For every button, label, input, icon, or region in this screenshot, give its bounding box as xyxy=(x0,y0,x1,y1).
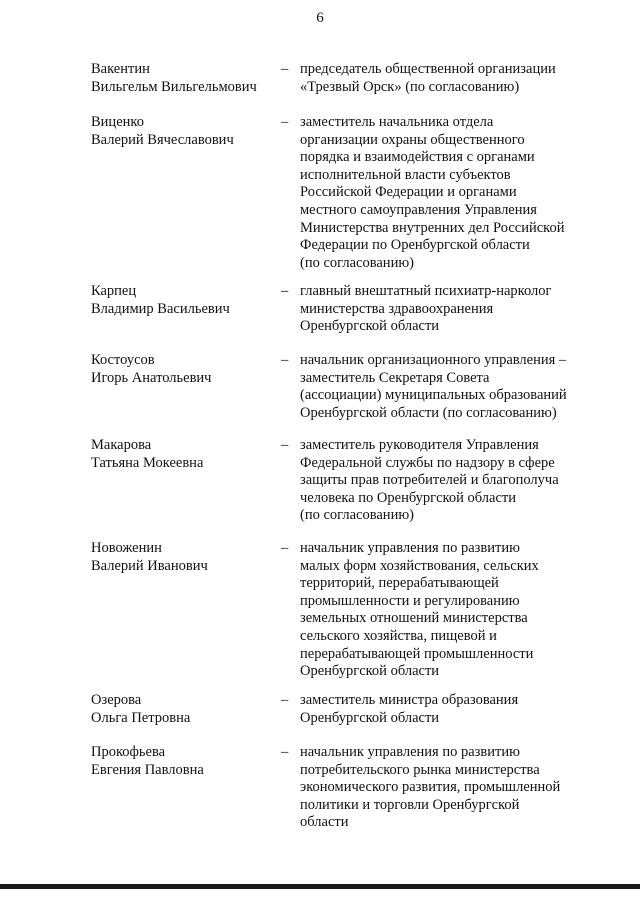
description-line: (по согласованию) xyxy=(300,254,414,271)
given-name: Валерий Вячеславович xyxy=(91,131,234,148)
description-line: заместитель министра образования xyxy=(300,692,519,708)
surname: Вакентин xyxy=(91,61,150,77)
description-line: начальник управления по развитию xyxy=(300,744,520,760)
description-line: защиты прав потребителей и благополуча xyxy=(300,472,559,489)
given-name: Владимир Васильевич xyxy=(91,300,230,317)
surname: Озерова xyxy=(91,692,142,708)
person-name xyxy=(91,744,281,779)
description-line: министерства здравоохранения xyxy=(300,300,494,317)
person-name xyxy=(91,61,281,96)
dash-separator: – xyxy=(281,692,289,708)
description-line: экономического развития, промышленной xyxy=(300,779,561,796)
bottom-rule xyxy=(0,884,640,889)
description-line: Оренбургской области xyxy=(300,709,440,726)
description-line: Оренбургской области xyxy=(300,663,440,680)
description-line: заместитель начальника отдела xyxy=(300,114,494,130)
description-line: земельных отношений министерства xyxy=(300,610,528,627)
surname: Карпец xyxy=(91,283,137,299)
surname: Прокофьева xyxy=(91,744,166,760)
given-name: Игорь Анатольевич xyxy=(91,369,212,386)
description-line: местного самоуправления Управления xyxy=(300,201,537,218)
surname: Виценко xyxy=(91,114,144,130)
position-description xyxy=(300,692,590,727)
description-line: политики и торговли Оренбургской xyxy=(300,796,520,813)
given-name: Татьяна Мокеевна xyxy=(91,454,204,471)
position-description xyxy=(300,744,590,832)
description-line: заместитель Секретаря Совета xyxy=(300,369,490,386)
description-line: территорий, перерабатывающей xyxy=(300,575,499,592)
description-line: Оренбургской области (по согласованию) xyxy=(300,404,557,421)
person-name xyxy=(91,692,281,727)
description-line: (по согласованию) xyxy=(300,507,414,524)
dash-separator: – xyxy=(281,744,289,760)
description-line: начальник организационного управления – xyxy=(300,352,567,368)
dash-separator: – xyxy=(281,437,289,453)
description-line: человека по Оренбургской области xyxy=(300,489,516,506)
description-line: Российской Федерации и органами xyxy=(300,184,517,201)
person-name xyxy=(91,352,281,387)
description-line: «Трезвый Орск» (по согласованию) xyxy=(300,78,520,95)
description-line: области xyxy=(300,814,349,831)
description-line: организации охраны общественного xyxy=(300,131,525,148)
dash-separator: – xyxy=(281,352,289,368)
description-line: перерабатывающей промышленности xyxy=(300,645,534,662)
surname: Макарова xyxy=(91,437,152,453)
description-line: Оренбургской области xyxy=(300,318,440,335)
dash-separator: – xyxy=(281,283,289,299)
dash-separator: – xyxy=(281,61,289,77)
given-name: Вильгельм Вильгельмович xyxy=(91,78,257,95)
page-number: 6 xyxy=(316,10,324,26)
description-line: Федеральной службы по надзору в сфере xyxy=(300,454,555,471)
person-name xyxy=(91,437,281,472)
description-line: потребительского рынка министерства xyxy=(300,761,540,778)
position-description xyxy=(300,61,590,96)
dash-separator: – xyxy=(281,114,289,130)
description-line: малых форм хозяйствования, сельских xyxy=(300,557,539,574)
description-line: заместитель руководителя Управления xyxy=(300,437,539,453)
person-name xyxy=(91,540,281,575)
position-description xyxy=(300,540,590,681)
description-line: главный внештатный психиатр-нарколог xyxy=(300,283,552,299)
description-line: промышленности и регулированию xyxy=(300,592,520,609)
surname: Костоусов xyxy=(91,352,155,368)
surname: Новоженин xyxy=(91,540,162,556)
description-line: Министерства внутренних дел Российской xyxy=(300,219,565,236)
description-line: (ассоциации) муниципальных образований xyxy=(300,387,567,404)
position-description xyxy=(300,283,590,336)
description-line: начальник управления по развитию xyxy=(300,540,520,556)
position-description xyxy=(300,114,590,272)
dash-separator: – xyxy=(281,540,289,556)
position-description xyxy=(300,437,590,525)
given-name: Евгения Павловна xyxy=(91,761,204,778)
description-line: председатель общественной организации xyxy=(300,61,556,77)
given-name: Ольга Петровна xyxy=(91,709,191,726)
person-name xyxy=(91,114,281,149)
position-description xyxy=(300,352,590,422)
person-name xyxy=(91,283,281,318)
description-line: исполнительной власти субъектов xyxy=(300,166,511,183)
description-line: сельского хозяйства, пищевой и xyxy=(300,627,497,644)
description-line: порядка и взаимодействия с органами xyxy=(300,149,535,166)
description-line: Федерации по Оренбургской области xyxy=(300,237,530,254)
given-name: Валерий Иванович xyxy=(91,557,208,574)
